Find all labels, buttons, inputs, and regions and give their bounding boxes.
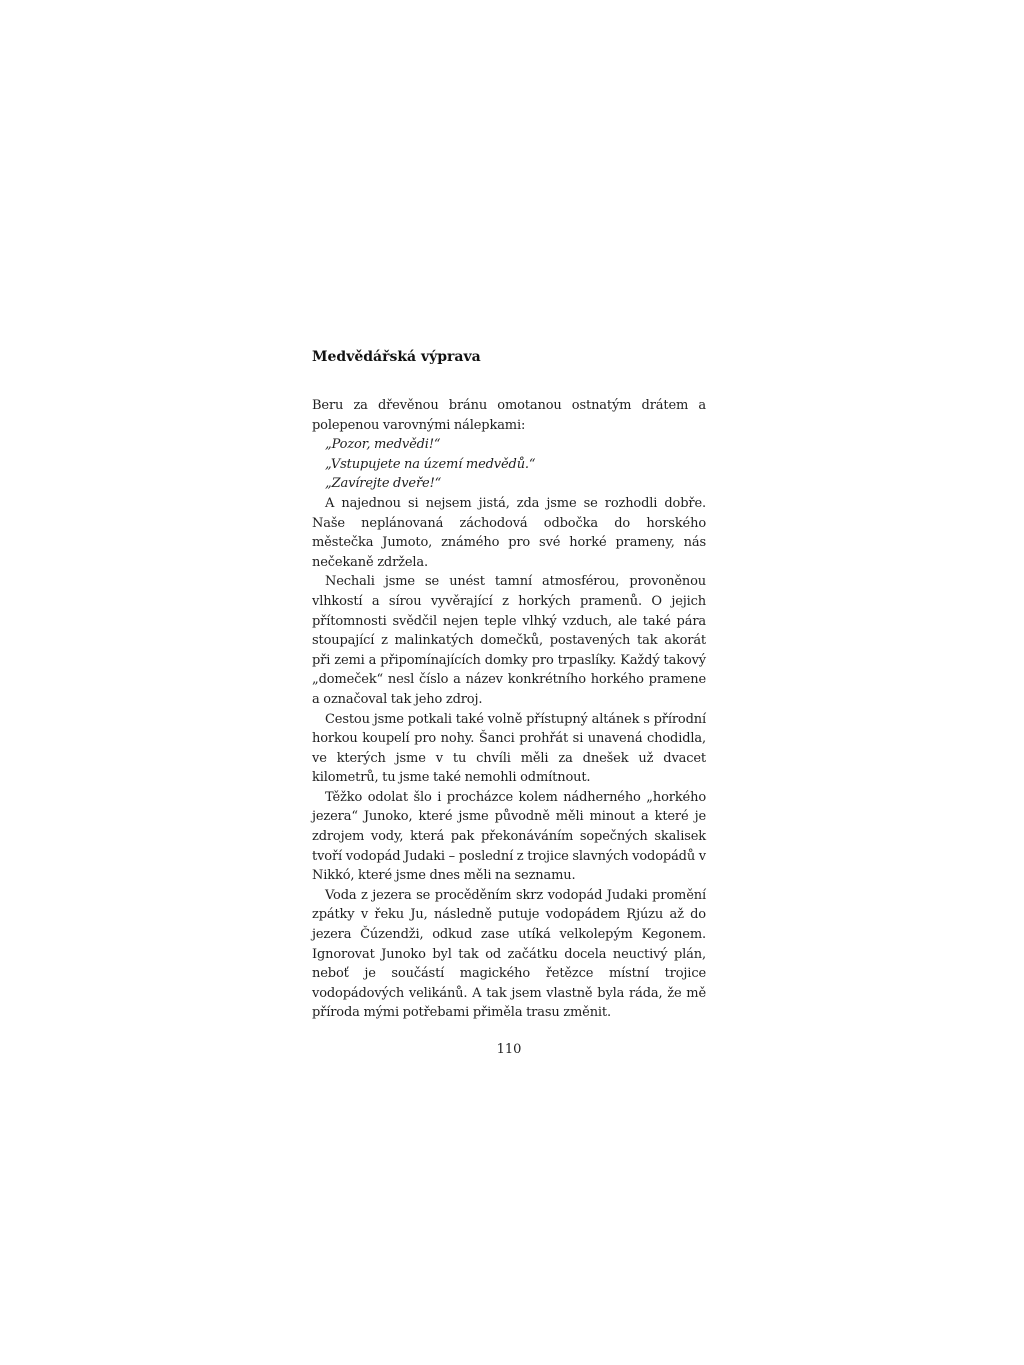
sign-quote: „Vstupujete na území medvědů.“ bbox=[325, 456, 536, 472]
paragraph: Nechali jsme se unést tamní atmosférou, provoněnou vlhkostí a sírou vyvěrající z horkých pramenů. O jejich přítomnosti svědčil nejen teple vlhký vzduch, ale také pára stoupající z malinkatých domečků, postavených tak akorát při zemi a připomínajících domky pro trpaslíky. Každý takový „domeček“ nesl číslo a název konkrétního horkého pramene a označoval tak jeho zdroj. bbox=[312, 574, 706, 707]
paragraph: Těžko odolat šlo i procházce kolem nádherného „horkého jezera“ Junoko, které jsme původně měli minout a které je zdrojem vody, která pak překonáváním sopečných skalisek tvoří vodopád Judaki – poslední z trojice slavných vodopádů v Nikkó, které jsme dnes měli na seznamu. bbox=[312, 789, 706, 884]
sign-quote: „Zavírejte dveře!“ bbox=[325, 476, 442, 492]
paragraph: Cestou jsme potkali také volně přístupný altánek s přírodní horkou koupelí pro nohy. Šanci prohřát si unavená chodidla, ve kterých jsme v tu chvíli měli za dnešek už dvacet kilometrů, tu jsme také nemohli odmítnout. bbox=[312, 711, 706, 786]
paragraph: A najednou si nejsem jistá, zda jsme se rozhodli dobře. Naše neplánovaná záchodová odbočka do horského městečka Jumoto, známého pro své horké prameny, nás nečekaně zdržela. bbox=[312, 495, 706, 570]
page-number: 110 bbox=[496, 1042, 522, 1057]
paragraph-intro: Beru za dřevěnou bránu omotanou ostnatým drátem a polepenou varovnými nálepkami: bbox=[312, 398, 706, 433]
text-block bbox=[312, 344, 706, 1023]
sign-quote: „Pozor, medvědi!“ bbox=[325, 437, 441, 453]
chapter-title: Medvědářská výprava bbox=[312, 349, 481, 365]
body-text bbox=[312, 396, 706, 1023]
paragraph: Voda z jezera se procěděním skrz vodopád Judaki promění zpátky v řeku Ju, následně putuje vodopádem Rjúzu až do jezera Čúzendži, odkud zase utíká velkolepým Kegonem. Ignorovat Junoko byl tak od začátku docela neuctivý plán, neboť je součástí magického řetězce místní trojice vodopádových velikánů. A tak jsem vlastně byla ráda, že mě příroda mými potřebami přiměla trasu změnit. bbox=[312, 887, 706, 1021]
